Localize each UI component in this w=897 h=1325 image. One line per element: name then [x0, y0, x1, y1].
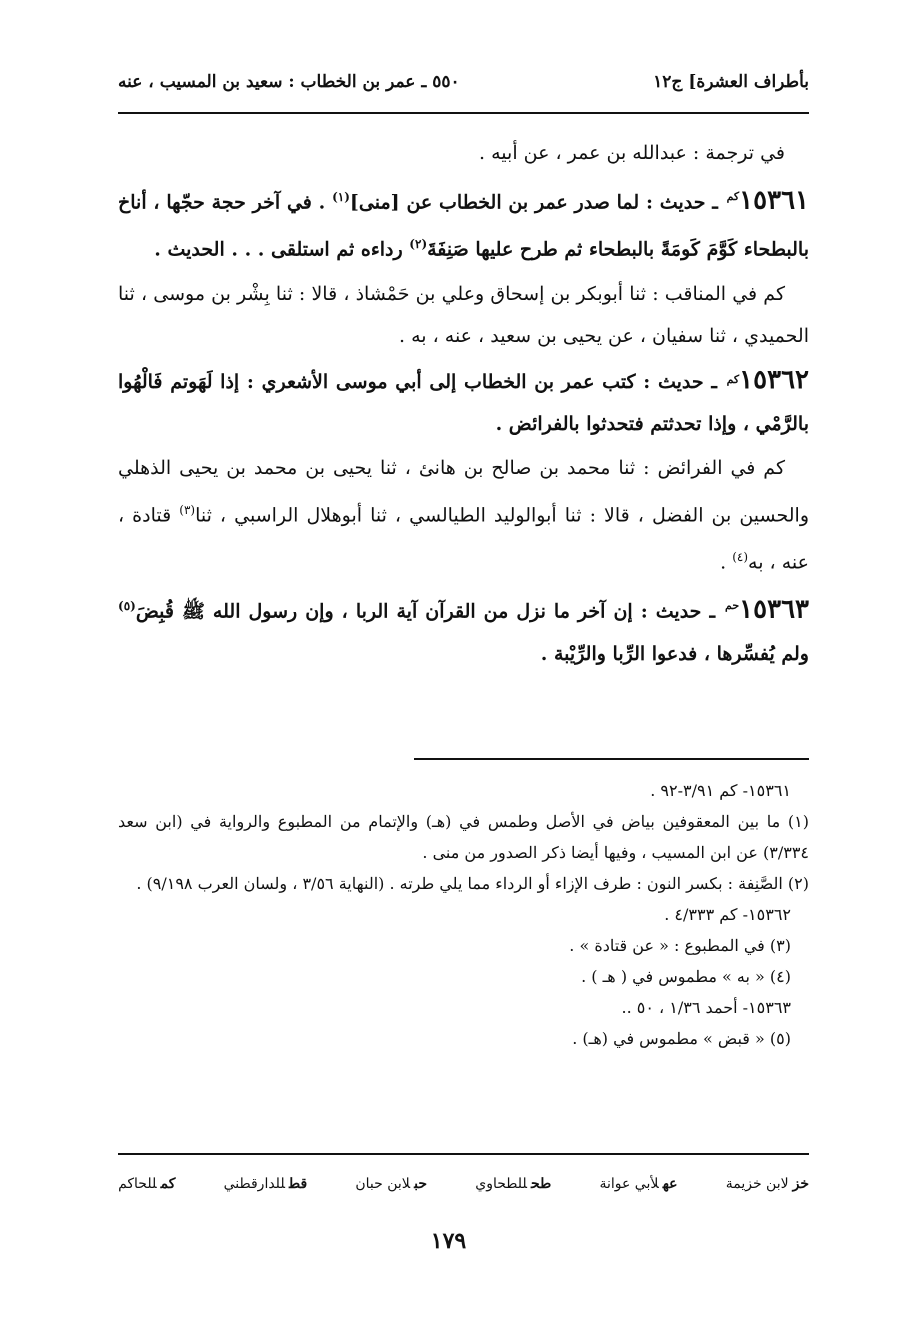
hadith-text: ولم يُفسِّرها ، فدعوا الرِّبا والرِّيْبة . [540, 642, 809, 665]
footnote-ref[interactable]: (٢) [409, 237, 428, 252]
isnad-15361: كم في المناقب : ثنا أبوبكر بن إسحاق وعلي بن حَمْشاذ ، قالا : ثنا بِشْر بن موسى ، ثنا الحميدي ، ثنا سفيان ، عن يحيى بن سعيد ، عنه ، به . [118, 282, 809, 347]
footnote-ref[interactable]: (٥) [118, 599, 136, 614]
hadith-15363 [118, 585, 809, 674]
hadith-number: ١٥٣٦٣ [739, 594, 809, 625]
footnote-item: (٢) الصَّنِفة : بكسر النون : طرف الإزاء أو الرداء مما يلي طرته . (النهاية ٣/٥٦ ، ولسان العرب ٩/١٩٨) . [136, 874, 809, 893]
isnad-text: . [720, 551, 733, 574]
source-tag: كم [726, 190, 740, 203]
header-section-title: ٥٥٠ ـ عمر بن الخطاب : سعيد بن المسيب ، عنه [118, 72, 460, 92]
hadith-text: . في آخر حجة حجّها ، أناخ بالبطحاء كَوَّمَ كَومَةً بالبطحاء ثم طرح عليها صَنِفَةَ [118, 191, 809, 261]
abbreviation-item: خزلابن خزيمة [725, 1176, 809, 1192]
abbreviation-item: قطللدارقطني [223, 1176, 308, 1192]
hadith-text: ـ حديث : إن آخر ما نزل من القرآن آية الربا ، وإن رسول الله ﷺ قُبِضَ [135, 600, 724, 623]
footnote-ref[interactable]: (٤) [732, 549, 749, 564]
footnote-item: (٤) « به » مطموس في ( هـ ) . [581, 967, 791, 986]
footnote-source: ١٥٣٦٣- أحمد ١/٣٦ ، ٥٠ .. [621, 998, 791, 1017]
hadith-text: ـ حديث : كتب عمر بن الخطاب إلى أبي موسى الأشعري : إذا لَهَوتم فَالْهُوا بالرَّمْي ، وإذا تحدثتم فتحدثوا بالفرائض . [118, 370, 809, 435]
footnote-rule [414, 758, 809, 760]
isnad-15362 [118, 447, 809, 584]
hadith-text: ـ حديث : لما صدر عمر بن الخطاب عن [منى] [349, 191, 725, 214]
footnote-source: ١٥٣٦١- كم ٣/٩١-٩٢ . [650, 781, 791, 800]
footnote-item: (٥) « قبض » مطموس في (هـ) . [572, 1029, 791, 1048]
main-text [118, 132, 809, 677]
header-rule [118, 112, 809, 114]
footnote-item: (٣) في المطبوع : « عن قتادة » . [569, 936, 791, 955]
intro-line: في ترجمة : عبدالله بن عمر ، عن أبيه . [479, 142, 785, 164]
abbreviation-item: حبلابن حبان [355, 1176, 428, 1192]
isnad-text: كم في الفرائض : ثنا محمد بن صالح بن هانئ ، ثنا يحيى بن محمد بن يحيى الذهلي والحسين بن الفضل ، قالا : ثنا أبوالوليد الطيالسي ، ثنا أبوهلال الراسبي ، ثنا [118, 456, 809, 526]
source-tag: حم [725, 599, 740, 613]
footnote-item: (١) ما بين المعقوفين بياض في الأصل وطمس في (هـ) والإتمام من المطبوع والرواية في (ابن سعد ٣/٣٣٤) عن ابن المسيب ، وفيها أيضا ذكر الصدور من منى . [118, 812, 809, 862]
footnotes [118, 775, 809, 1054]
source-tag: كم [726, 372, 740, 386]
footnote-ref[interactable]: (٣) [179, 502, 196, 517]
hadith-15362 [118, 359, 809, 445]
hadith-15361 [118, 176, 809, 271]
running-header [118, 62, 809, 102]
footnote-ref[interactable]: (١) [332, 190, 350, 204]
isnad-text: قتادة ، عنه ، به [118, 503, 809, 574]
hadith-number: ١٥٣٦١ [739, 185, 809, 216]
page-number: ١٧٩ [430, 1228, 467, 1254]
hadith-number: ١٥٣٦٢ [739, 364, 809, 395]
abbreviation-item: كمللحاكم [118, 1176, 176, 1192]
hadith-text: رداءه ثم استلقى . . . الحديث . [154, 238, 410, 261]
abbreviation-item: عهلأبي عوانة [599, 1176, 678, 1192]
abbreviation-item: طحللطحاوي [475, 1176, 552, 1192]
header-book-title: بأطراف العشرة] ج١٢ [653, 72, 809, 92]
abbreviation-rule [118, 1153, 809, 1155]
abbreviation-key [118, 1167, 809, 1201]
footnote-source: ١٥٣٦٢- كم ٤/٣٣٣ . [664, 905, 791, 924]
